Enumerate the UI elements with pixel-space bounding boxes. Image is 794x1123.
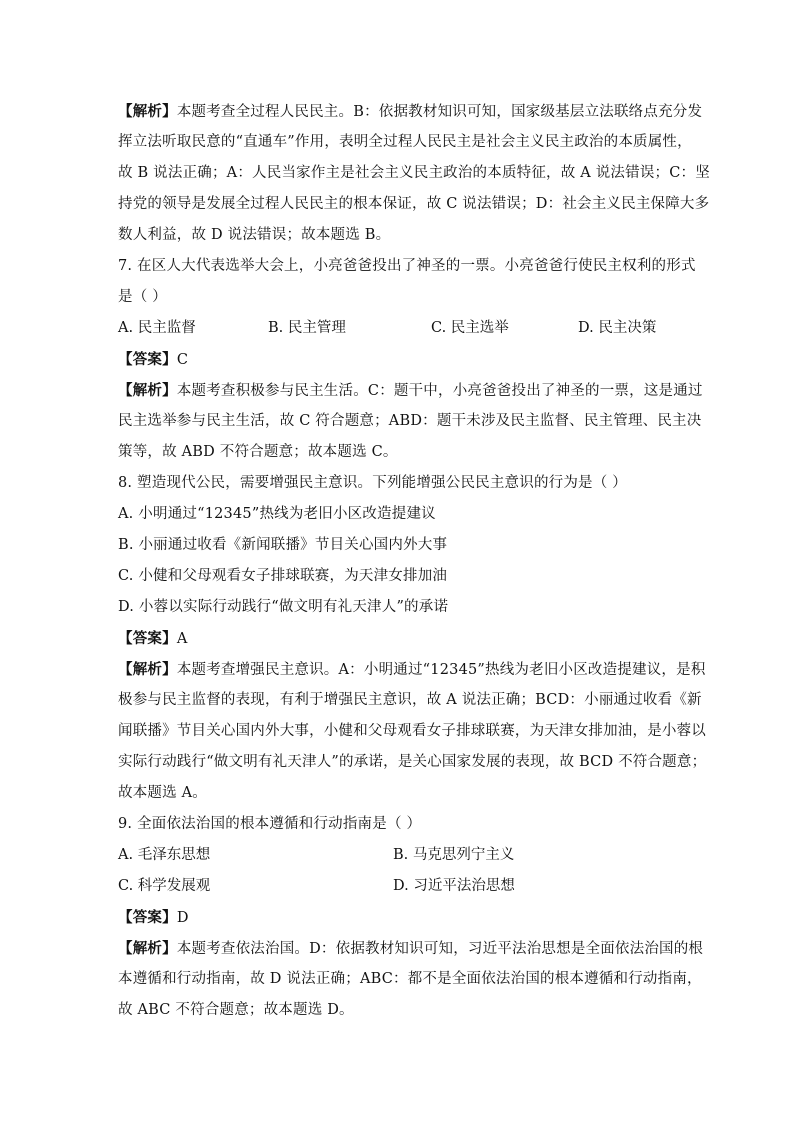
analysis-line: 持党的领导是发展全过程人民民主的根本保证，故 C 说法错误；D：社会主义民主保障大多 bbox=[118, 196, 710, 212]
analysis-line: 故 B 说法正确；A：人民当家作主是社会主义民主政治的本质特征，故 A 说法错误；C：坚 bbox=[118, 165, 710, 181]
answer-line bbox=[118, 902, 678, 933]
option-c: C. 民主选举 bbox=[431, 320, 509, 336]
question-stem: 7. 在区人大代表选举大会上，小亮爸爸投出了神圣的一票。小亮爸爸行使民主权利的形式 bbox=[118, 258, 696, 274]
question-stem: 是（ ） bbox=[118, 289, 167, 305]
option-d: D. 小蓉以实际行动践行“做文明有礼天津人”的承诺 bbox=[118, 599, 449, 615]
document-page bbox=[118, 96, 710, 1026]
option-c: C. 小健和父母观看女子排球联赛，为天津女排加油 bbox=[118, 568, 448, 584]
question-7 bbox=[118, 251, 703, 468]
answer-value: C bbox=[176, 352, 189, 368]
analysis-block-q6 bbox=[118, 96, 710, 251]
analysis-line: 极参与民主监督的表现，有利于增强民主意识，故 A 说法正确；BCD：小丽通过收看《新 bbox=[118, 692, 702, 708]
analysis-tag: 【解析】 bbox=[118, 382, 177, 399]
question-stem: 9. 全面依法治国的根本遵循和行动指南是（ ） bbox=[118, 816, 422, 832]
analysis-line: 【解析】本题考查积极参与民主生活。C：题干中，小亮爸爸投出了神圣的一票，这是通过 bbox=[118, 382, 703, 399]
analysis-line: 数人利益，故 D 说法错误；故本题选 B。 bbox=[118, 227, 391, 243]
analysis-line: 故 ABC 不符合题意；故本题选 D。 bbox=[118, 1002, 354, 1018]
answer-tag: 【答案】 bbox=[118, 351, 177, 368]
answer-line bbox=[118, 623, 678, 654]
analysis-line: 【解析】本题考查全过程人民民主。B：依据教材知识可知，国家级基层立法联络点充分发 bbox=[118, 103, 703, 120]
option-d: D. 民主决策 bbox=[578, 320, 657, 336]
question-8 bbox=[118, 468, 707, 809]
analysis-line: 故本题选 A。 bbox=[118, 785, 207, 801]
option-b: B. 小丽通过收看《新闻联播》节目关心国内外大事 bbox=[118, 537, 448, 553]
option-d: D. 习近平法治思想 bbox=[393, 878, 515, 894]
analysis-line: 本遵循和行动指南，故 D 说法正确；ABC：都不是全面依法治国的根本遵循和行动指南， bbox=[118, 971, 702, 987]
answer-line bbox=[118, 344, 678, 375]
option-a: A. 民主监督 bbox=[118, 320, 196, 336]
question-stem: 8. 塑造现代公民，需要增强民主意识。下列能增强公民民主意识的行为是（ ） bbox=[118, 475, 627, 491]
answer-value: D bbox=[176, 910, 189, 926]
analysis-line: 【解析】本题考查增强民主意识。A：小明通过“12345”热线为老旧小区改造提建议，是积 bbox=[118, 661, 706, 678]
options-row bbox=[118, 840, 678, 871]
answer-value: A bbox=[176, 631, 188, 647]
analysis-line: 闻联播》节目关心国内外大事，小健和父母观看女子排球联赛，为天津女排加油，是小蓉以 bbox=[118, 723, 706, 739]
analysis-tag: 【解析】 bbox=[118, 103, 177, 120]
question-9 bbox=[118, 809, 704, 1026]
answer-tag: 【答案】 bbox=[118, 630, 177, 647]
option-c: C. 科学发展观 bbox=[118, 878, 211, 894]
option-a: A. 毛泽东思想 bbox=[118, 847, 211, 863]
analysis-tag: 【解析】 bbox=[118, 940, 177, 957]
analysis-line: 策等，故 ABD 不符合题意；故本题选 C。 bbox=[118, 444, 398, 460]
answer-tag: 【答案】 bbox=[118, 909, 177, 926]
options-row bbox=[118, 871, 678, 902]
option-b: B. 民主管理 bbox=[268, 320, 346, 336]
analysis-line: 民主选举参与民主生活，故 C 符合题意；ABD：题干未涉及民主监督、民主管理、民主决 bbox=[118, 413, 702, 429]
analysis-line: 实际行动践行“做文明有礼天津人”的承诺，是关心国家发展的表现，故 BCD 不符合题意； bbox=[118, 754, 707, 770]
analysis-line: 【解析】本题考查依法治国。D：依据教材知识可知，习近平法治思想是全面依法治国的根 bbox=[118, 940, 704, 957]
analysis-tag: 【解析】 bbox=[118, 661, 177, 678]
analysis-line: 挥立法听取民意的“直通车”作用，表明全过程人民民主是社会主义民主政治的本质属性， bbox=[118, 134, 692, 150]
option-b: B. 马克思列宁主义 bbox=[393, 847, 515, 863]
option-a: A. 小明通过“12345”热线为老旧小区改造提建议 bbox=[118, 506, 436, 522]
options-row bbox=[118, 313, 678, 344]
